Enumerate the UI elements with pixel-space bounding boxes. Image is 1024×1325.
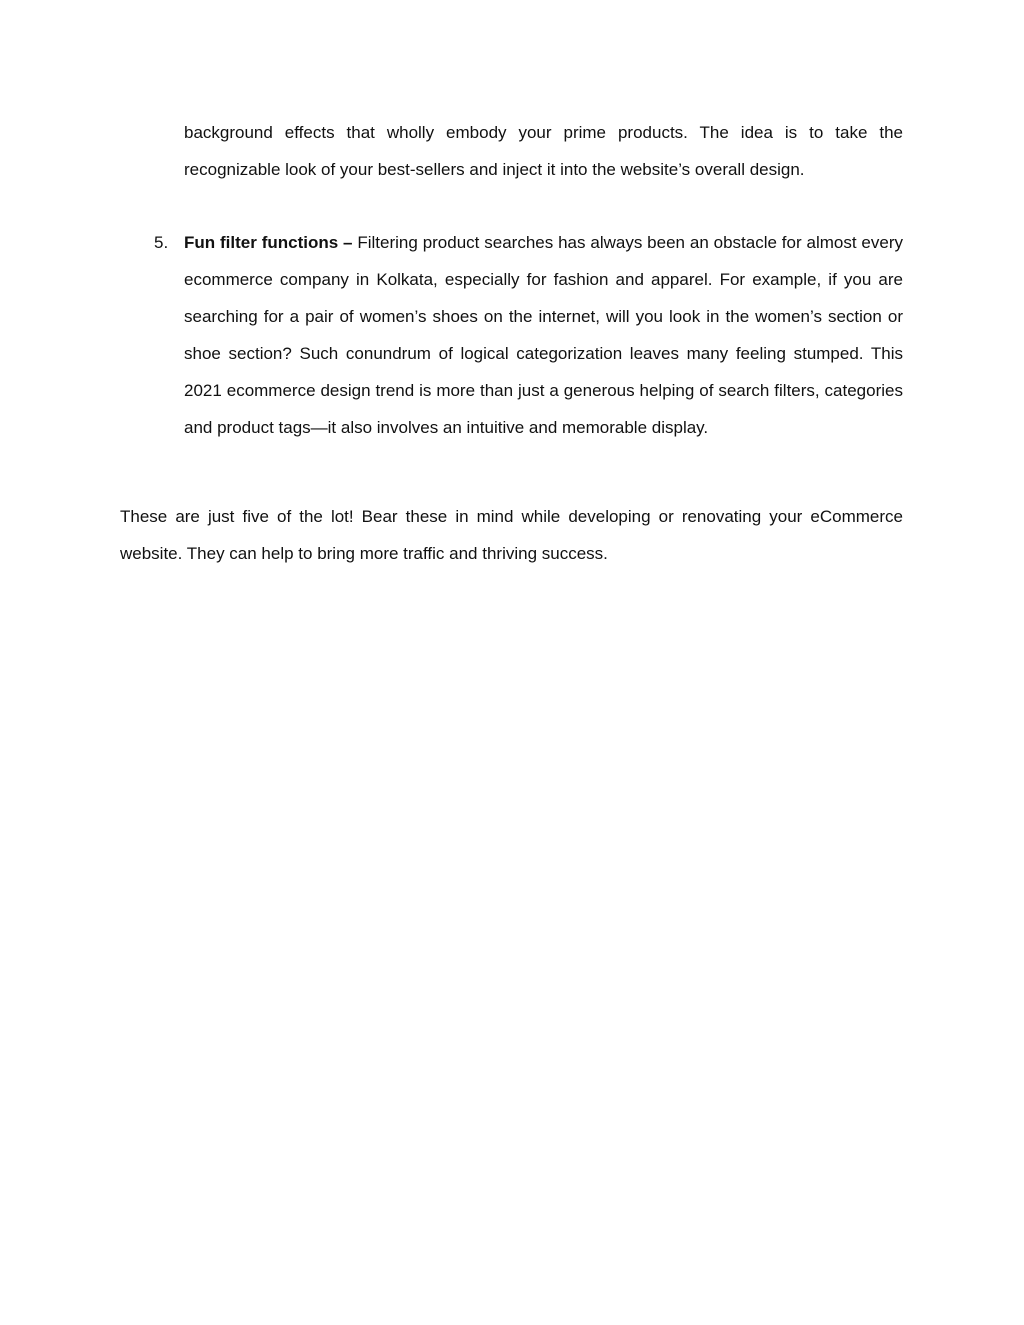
list-item-heading: Fun filter functions – — [184, 233, 353, 252]
list-item-number: 5. — [154, 233, 169, 252]
list-item-fun-filter-functions — [184, 224, 903, 446]
list-item-body: Filtering product searches has always been an obstacle for almost every ecommerce company in Kolkata, especially for fashion and apparel. For example, if you are searching for a pair of women’s shoes on the internet, will you look in the women’s section or shoe section? Such conundrum of logical categorization leaves many feeling stumped. This 2021 ecommerce design trend is more than just a generous helping of search filters, categories and product tags—it also involves an intuitive and memorable display. — [184, 233, 903, 437]
continuation-paragraph: background effects that wholly embody your prime products. The idea is to take the recognizable look of your best-sellers and inject it into the website’s overall design. — [184, 123, 903, 179]
closing-paragraph: These are just five of the lot! Bear these in mind while developing or renovating your eCommerce website. They can help to bring more traffic and thriving success. — [120, 507, 903, 563]
